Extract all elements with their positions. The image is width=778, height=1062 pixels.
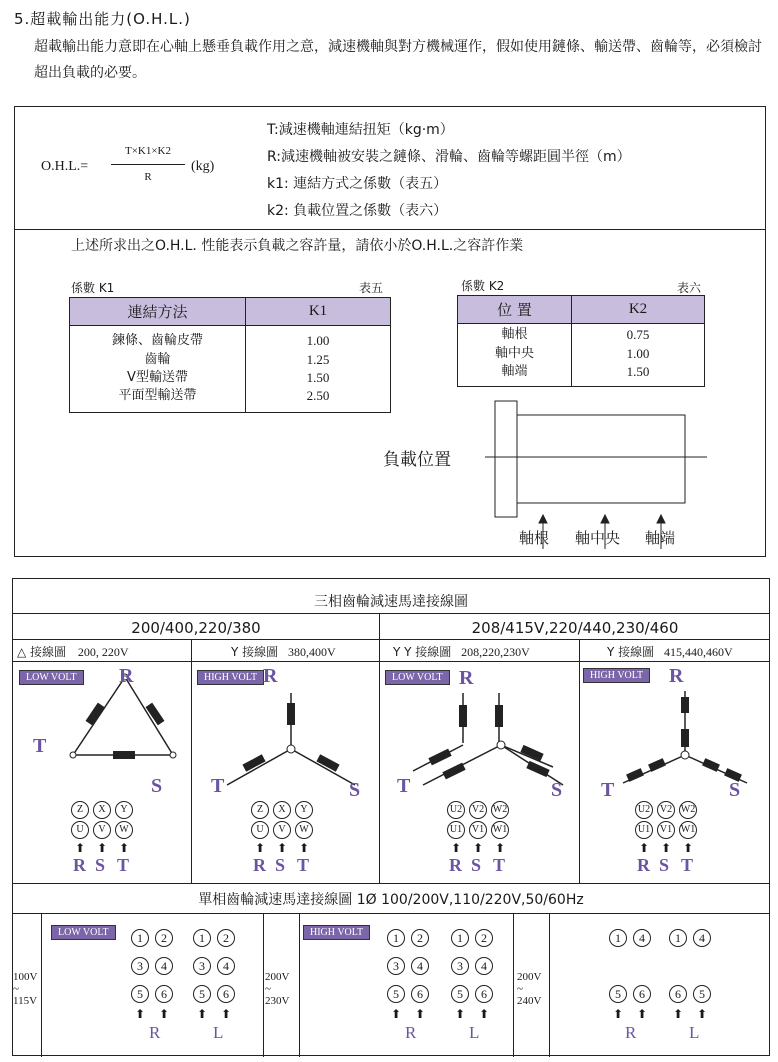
single-term-r: R xyxy=(405,1023,417,1042)
terminal-top: Z xyxy=(71,801,89,819)
volt-value: 230V xyxy=(265,995,290,1007)
terminal-circle: 1 xyxy=(193,929,211,947)
arrow-up-icon: ⬆ xyxy=(683,841,694,855)
arrow-up-icon: ⬆ xyxy=(255,841,266,855)
volt-value: 115V xyxy=(13,995,38,1007)
terminal-bottom: W xyxy=(295,821,313,839)
terminal-r-label: R xyxy=(119,665,134,687)
terminal-circle: 1 xyxy=(131,929,149,947)
mode-badge: LOW VOLT xyxy=(19,670,84,685)
arrow-up-icon: ⬆ xyxy=(415,1007,426,1021)
arrow-up-icon: ⬆ xyxy=(221,1007,232,1021)
volt-value: 200V xyxy=(517,971,542,983)
terminal-circle: 6 xyxy=(669,985,687,1003)
table-cell: 1.00 xyxy=(246,326,391,351)
intro-paragraph: 超載輸出能力意即在心軸上懸垂負載作用之意，減速機軸與對方機械運作，假如使用鏈條、輸送帶、齒輪等，必須檢討超出負載的必要。 xyxy=(34,39,762,81)
terminal-bottom: V xyxy=(93,821,111,839)
volt-value: 100V xyxy=(13,971,38,983)
terminal-circle: 5 xyxy=(609,985,627,1003)
formula-definitions xyxy=(267,117,631,225)
terminal-circle: 1 xyxy=(609,929,627,947)
terminal-circle: 3 xyxy=(193,957,211,975)
panel4-header xyxy=(607,643,771,660)
table5-header-method: 連結方法 xyxy=(70,298,246,326)
terminal-circle: 2 xyxy=(411,929,429,947)
terminal-s-label: S xyxy=(349,779,361,801)
terminal-circle: 4 xyxy=(411,957,429,975)
terminal-circle: 2 xyxy=(475,929,493,947)
terminal-circle: 4 xyxy=(217,957,235,975)
arrow-up-icon: ⬆ xyxy=(451,841,462,855)
arrow-up-icon: ⬆ xyxy=(455,1007,466,1021)
arrow-up-icon: ⬆ xyxy=(639,841,650,855)
terminal-t-label: T xyxy=(33,735,47,757)
volt-value: 240V xyxy=(517,995,542,1007)
arrow-up-icon: ⬆ xyxy=(697,1007,708,1021)
terminal-label: R xyxy=(637,855,650,875)
formula-lhs: O.H.L.= xyxy=(41,159,89,174)
terminal-top: X xyxy=(273,801,291,819)
terminal-circle: 4 xyxy=(155,957,173,975)
terminal-label: T xyxy=(117,855,130,875)
fraction-bar xyxy=(111,164,185,165)
terminal-top: X xyxy=(93,801,111,819)
arrow-up-icon: ⬆ xyxy=(277,841,288,855)
terminal-circle: 3 xyxy=(387,957,405,975)
formula-denominator: R xyxy=(144,171,152,183)
terminal-bottom: U xyxy=(71,821,89,839)
terminal-t-label: T xyxy=(601,779,615,801)
single-term-l: L xyxy=(213,1023,224,1042)
terminal-top: Y xyxy=(295,801,313,819)
terminal-top: V2 xyxy=(469,801,487,819)
table5-header-k1: K1 xyxy=(246,298,391,326)
formula-numerator: T×K1×K2 xyxy=(124,145,171,157)
terminal-label: T xyxy=(493,855,506,875)
terminal-circle: 5 xyxy=(387,985,405,1003)
panel-volts: 208,220,230V xyxy=(461,645,530,659)
terminal-r-label: R xyxy=(459,667,474,689)
terminal-circle: 2 xyxy=(217,929,235,947)
arrow-up-icon: ⬆ xyxy=(391,1007,402,1021)
table-cell: 鍊條、齒輪皮帶 xyxy=(111,333,203,348)
table-cell: 軸中央 xyxy=(494,345,534,361)
single-term-r: R xyxy=(149,1023,161,1042)
mode-badge: HIGH VOLT xyxy=(197,670,264,685)
terminal-label: T xyxy=(681,855,694,875)
terminal-circle: 5 xyxy=(451,985,469,1003)
terminal-circle: 3 xyxy=(451,957,469,975)
def-t: T:減速機軸連結扭矩（kg·m） xyxy=(267,122,454,138)
terminal-label: R xyxy=(253,855,266,875)
wiring-box xyxy=(12,578,770,1056)
terminal-circle: 6 xyxy=(633,985,651,1003)
formula-unit: (kg) xyxy=(191,159,215,174)
terminal-label: R xyxy=(73,855,86,875)
table5 xyxy=(69,297,391,413)
panel-type: Y 接線圖 xyxy=(607,645,655,659)
terminal-circle: 6 xyxy=(217,985,235,1003)
terminal-t-label: T xyxy=(211,775,225,797)
panel-volts: 380,400V xyxy=(287,645,336,659)
section-title: 5.超載輸出能力(O.H.L.) xyxy=(14,10,191,28)
terminal-label: S xyxy=(659,855,670,875)
table6-header-k2: K2 xyxy=(572,296,705,324)
load-position-label: 負載位置 xyxy=(383,450,451,470)
single-term-l: L xyxy=(469,1023,480,1042)
table-cell: V型輸送帶 xyxy=(127,369,188,385)
mode-badge: HIGH VOLT xyxy=(303,925,370,940)
yy-wiring-diagram xyxy=(403,687,573,797)
terminal-top: U2 xyxy=(635,801,653,819)
panel-type: △ 接線圖 xyxy=(17,645,67,659)
arrow-up-icon: ⬆ xyxy=(135,1007,146,1021)
table-cell: 軸端 xyxy=(501,364,528,380)
divider xyxy=(15,229,765,230)
single-phase-title: 單相齒輪減速馬達接線圖 1Ø 100/200V,110/220V,50/60Hz xyxy=(198,892,584,908)
terminal-bottom: U1 xyxy=(447,821,465,839)
terminal-circle: 1 xyxy=(451,929,469,947)
table6-number: 表六 xyxy=(677,281,702,295)
terminal-circle: 3 xyxy=(131,957,149,975)
three-phase-title: 三相齒輪減速馬達接線圖 xyxy=(314,594,468,610)
terminal-bottom: V1 xyxy=(657,821,675,839)
table-cell: 1.50 xyxy=(246,369,391,387)
delta-wiring-diagram xyxy=(33,671,183,791)
terminal-circle: 5 xyxy=(131,985,149,1003)
table-cell: 平面型輸送帶 xyxy=(118,388,197,404)
volt-value: 200V xyxy=(265,971,290,983)
terminal-circle: 4 xyxy=(693,929,711,947)
terminal-top: Z xyxy=(251,801,269,819)
ohl-note: 上述所求出之O.H.L. 性能表示負載之容許量，請依小於O.H.L.之容許作業 xyxy=(71,238,524,254)
arrow-up-icon: ⬆ xyxy=(97,841,108,855)
table-cell: 0.75 xyxy=(572,324,705,345)
panel-type: Y 接線圖 xyxy=(231,645,279,659)
terminal-s-label: S xyxy=(729,779,741,801)
panel-type: Y Y 接線圖 xyxy=(393,645,452,659)
def-k1: k1: 連結方式之係數（表五） xyxy=(267,176,448,192)
single-volts-1: 100V ~ 115V xyxy=(13,971,38,1007)
ohl-box xyxy=(14,106,766,557)
terminal-bottom: W1 xyxy=(679,821,697,839)
group-2-voltage: 208/415V,220/440,230/460 xyxy=(471,619,679,637)
terminal-circle: 4 xyxy=(633,929,651,947)
table-cell: 齒輪 xyxy=(144,351,171,367)
position-end: 軸端 xyxy=(645,529,676,547)
terminal-top: W2 xyxy=(491,801,509,819)
position-root: 軸根 xyxy=(519,529,550,547)
arrow-up-icon: ⬆ xyxy=(75,841,86,855)
terminal-bottom: W xyxy=(115,821,133,839)
arrow-up-icon: ⬆ xyxy=(613,1007,624,1021)
terminal-top: V2 xyxy=(657,801,675,819)
table-cell: 1.25 xyxy=(246,351,391,369)
y-wiring-diagram xyxy=(209,689,369,799)
terminal-bottom: V1 xyxy=(469,821,487,839)
terminal-bottom: U xyxy=(251,821,269,839)
group-1-voltage: 200/400,220/380 xyxy=(131,619,261,637)
terminal-t-label: T xyxy=(397,775,411,797)
position-center: 軸中央 xyxy=(575,529,621,547)
table5-caption: 係數 K1 xyxy=(71,281,115,295)
terminal-label: T xyxy=(297,855,310,875)
terminal-label: S xyxy=(275,855,286,875)
arrow-up-icon: ⬆ xyxy=(661,841,672,855)
terminal-circle: 4 xyxy=(475,957,493,975)
terminal-circle: 5 xyxy=(693,985,711,1003)
arrow-up-icon: ⬆ xyxy=(479,1007,490,1021)
terminal-top: U2 xyxy=(447,801,465,819)
single-term-l: L xyxy=(689,1023,700,1042)
table6-header-position: 位 置 xyxy=(458,296,572,324)
table5-number: 表五 xyxy=(359,281,384,295)
panel3-header xyxy=(393,643,579,660)
terminal-r-label: R xyxy=(263,665,278,687)
terminal-circle: 6 xyxy=(475,985,493,1003)
mode-badge: LOW VOLT xyxy=(385,670,450,685)
single-term-r: R xyxy=(625,1023,637,1042)
single-volts-2: 200V ~ 230V xyxy=(265,971,290,1007)
terminal-label: S xyxy=(471,855,482,875)
terminal-circle: 2 xyxy=(155,929,173,947)
table-cell: 軸根 xyxy=(501,327,528,342)
mode-badge: HIGH VOLT xyxy=(583,668,650,683)
terminal-circle: 6 xyxy=(411,985,429,1003)
arrow-up-icon: ⬆ xyxy=(299,841,310,855)
terminal-s-label: S xyxy=(551,779,563,801)
terminal-bottom: W1 xyxy=(491,821,509,839)
table6-caption: 係數 K2 xyxy=(461,279,505,293)
terminal-circle: 5 xyxy=(193,985,211,1003)
terminal-s-label: S xyxy=(151,775,163,797)
def-r: R:減速機軸被安裝之鏈條、滑輪、齒輪等螺距圓半徑（m） xyxy=(267,149,631,165)
panel2-header xyxy=(231,643,379,660)
terminal-top: Y xyxy=(115,801,133,819)
terminal-r-label: R xyxy=(669,665,684,687)
arrow-up-icon: ⬆ xyxy=(473,841,484,855)
terminal-top: W2 xyxy=(679,801,697,819)
terminal-circle: 6 xyxy=(155,985,173,1003)
terminal-label: S xyxy=(95,855,106,875)
def-k2: k2: 負載位置之係數（表六） xyxy=(267,203,448,219)
terminal-circle: 1 xyxy=(669,929,687,947)
panel1-header xyxy=(17,643,189,660)
panel-volts: 200, 220V xyxy=(77,645,129,659)
terminal-bottom: U1 xyxy=(635,821,653,839)
arrow-up-icon: ⬆ xyxy=(119,841,130,855)
mode-badge: LOW VOLT xyxy=(51,925,116,940)
single-volts-3: 200V ~ 240V xyxy=(517,971,542,1007)
table-cell: 2.50 xyxy=(246,387,391,412)
panel-volts: 415,440,460V xyxy=(663,645,733,659)
terminal-circle: 1 xyxy=(387,929,405,947)
table-cell: 1.00 xyxy=(572,345,705,364)
y-series-wiring-diagram xyxy=(609,687,769,797)
table-cell: 1.50 xyxy=(572,363,705,386)
terminal-bottom: V xyxy=(273,821,291,839)
arrow-up-icon: ⬆ xyxy=(197,1007,208,1021)
arrow-up-icon: ⬆ xyxy=(673,1007,684,1021)
arrow-up-icon: ⬆ xyxy=(159,1007,170,1021)
arrow-up-icon: ⬆ xyxy=(637,1007,648,1021)
terminal-label: R xyxy=(449,855,462,875)
arrow-up-icon: ⬆ xyxy=(495,841,506,855)
table6 xyxy=(457,295,705,387)
